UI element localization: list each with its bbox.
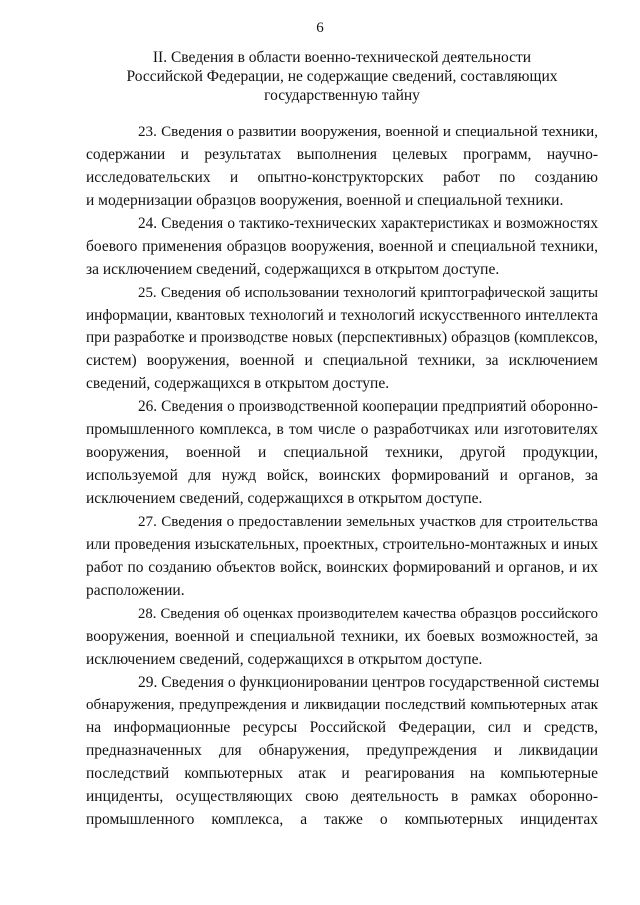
paragraph-line: систем) вооружения, военной и специальной техники, за исключением bbox=[86, 352, 598, 370]
section-heading bbox=[86, 48, 598, 105]
paragraph-line: промышленного комплекса, а также о компьютерных инцидентах bbox=[86, 811, 598, 829]
paragraph-line: 24. Сведения о тактико-технических характеристиках и возможностях bbox=[138, 214, 598, 232]
heading-line: государственную тайну bbox=[264, 87, 420, 104]
paragraph bbox=[86, 282, 598, 397]
paragraph-line: предназначенных для обнаружения, предупреждения и ликвидации bbox=[86, 742, 598, 760]
paragraph-line: работ по созданию объектов войск, воинских формирований и органов, и их bbox=[86, 558, 598, 576]
paragraph-line: 25. Сведения об использовании технологий криптографической защиты bbox=[138, 284, 598, 301]
paragraph-line: содержании и результатах выполнения целевых программ, научно- bbox=[86, 145, 598, 163]
paragraph-line: 27. Сведения о предоставлении земельных участков для строительства bbox=[138, 513, 598, 530]
paragraph-line: обнаружения, предупреждения и ликвидации последствий компьютерных атак bbox=[86, 697, 598, 714]
paragraph-line: сведений, содержащихся в открытом доступе. bbox=[86, 375, 390, 393]
paragraph-line: информации, квантовых технологий и технологий искусственного интеллекта bbox=[86, 306, 598, 324]
paragraph-line: используемой для нужд войск, воинских формирований и органов, за bbox=[86, 467, 598, 485]
paragraph bbox=[86, 121, 598, 213]
paragraph-line: и модернизации образцов вооружения, военной и специальной техники. bbox=[86, 191, 564, 209]
paragraph bbox=[86, 213, 598, 282]
paragraph bbox=[86, 603, 598, 672]
paragraph-line: исключением сведений, содержащихся в открытом доступе. bbox=[86, 490, 483, 507]
paragraph-line: инциденты, осуществляющих свою деятельность в рамках оборонно- bbox=[86, 788, 598, 806]
paragraph-line: на информационные ресурсы Российской Федерации, сил и средств, bbox=[86, 719, 598, 737]
paragraph-line: 28. Сведения об оценках производителем качества образцов российского bbox=[138, 605, 598, 622]
paragraph bbox=[86, 511, 598, 603]
paragraph-line: исследовательских и опытно-конструкторских работ по созданию bbox=[86, 168, 598, 186]
paragraph bbox=[86, 396, 598, 511]
paragraph-line: исключением сведений, содержащихся в открытом доступе. bbox=[86, 650, 483, 668]
page-number: 6 bbox=[316, 20, 324, 36]
paragraph-line: за исключением сведений, содержащихся в открытом доступе. bbox=[86, 260, 500, 278]
paragraph-line: боевого применения образцов вооружения, военной и специальной техники, bbox=[86, 237, 598, 255]
paragraph-list bbox=[86, 121, 598, 832]
paragraph-line: при разработке и производстве новых (перспективных) образцов (комплексов, bbox=[86, 329, 598, 347]
paragraph-line: последствий компьютерных атак и реагирования на компьютерные bbox=[86, 765, 598, 783]
paragraph-line: 26. Сведения о производственной кооперации предприятий оборонно- bbox=[138, 398, 598, 416]
paragraph-line: вооружения, военной и специальной техники, их боевых возможностей, за bbox=[86, 627, 598, 645]
heading-line: Российской Федерации, не содержащие сведений, составляющих bbox=[126, 68, 558, 85]
paragraph-line: 23. Сведения о развитии вооружения, военной и специальной техники, bbox=[138, 124, 598, 140]
heading-line: II. Сведения в области военно-технической деятельности bbox=[152, 49, 532, 66]
paragraph-line: промышленного комплекса, в том числе о разработчиках или изготовителях bbox=[86, 421, 598, 439]
paragraph-line: 29. Сведения о функционировании центров государственной системы bbox=[138, 673, 600, 691]
paragraph-line: расположении. bbox=[86, 581, 185, 599]
paragraph-line: или проведения изыскательных, проектных, строительно-монтажных и иных bbox=[86, 535, 598, 553]
paragraph bbox=[86, 672, 598, 833]
paragraph-line: вооружения, военной и специальной техники, другой продукции, bbox=[86, 444, 598, 462]
